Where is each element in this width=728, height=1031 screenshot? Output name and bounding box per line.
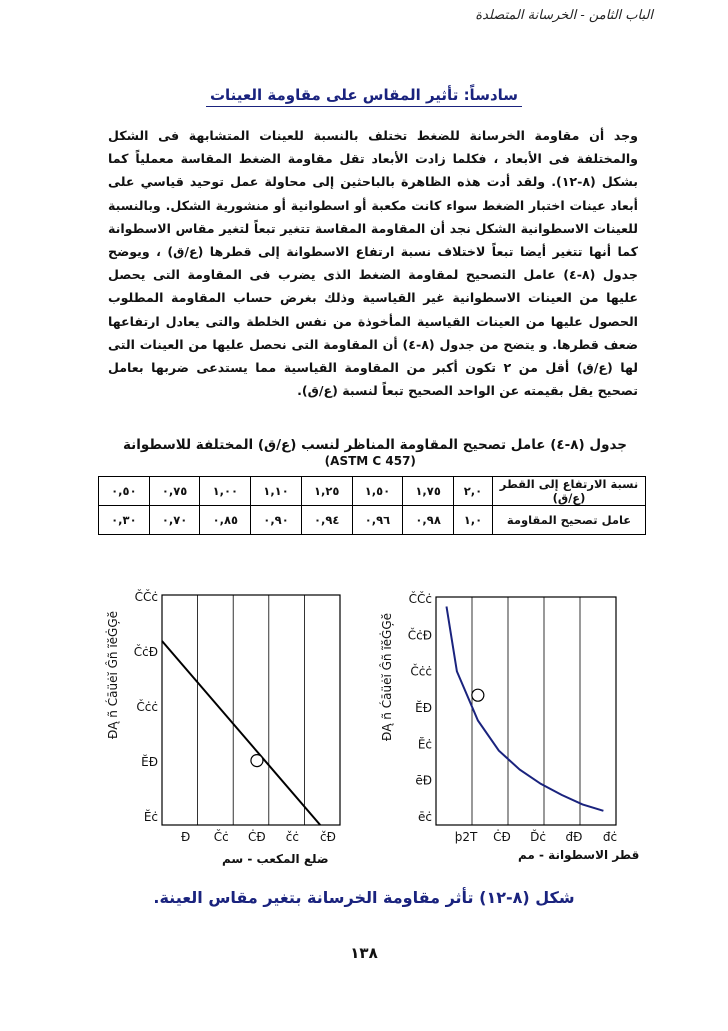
table-cell: ٠,٩٦ <box>352 506 403 535</box>
table-cell: ٠,٩٤ <box>301 506 352 535</box>
table-cell: ١,٧٥ <box>403 477 454 506</box>
right-y-tick-label: Čċċ <box>410 664 432 679</box>
section-number: سادساً: <box>463 86 519 104</box>
left-reference-marker <box>251 755 263 767</box>
left-x-tick-label: čĐ <box>320 830 336 844</box>
left-chart-xlabel: ضلع المكعب - سم <box>222 852 329 866</box>
left-y-axis-label: ĐĄ ñ Ćāüėĭ Ĝñ ĩĕĠĢĕ <box>106 610 120 740</box>
strength-size-charts <box>100 585 640 855</box>
table-caption <box>110 437 640 469</box>
figure-caption: شكل (٨-١٢) تأثر مقاومة الخرسانة بتغير مقاس العينة. <box>153 888 575 907</box>
table-cell: ٢,٠ <box>453 477 492 506</box>
left-plot-frame <box>162 595 340 825</box>
table-row-label: نسبة الارتفاع إلى القطر (ع/ق) <box>493 477 646 506</box>
left-x-tick-label: Čċ <box>213 830 229 844</box>
section-title <box>0 86 728 104</box>
table-caption-text: جدول (٨-٤) عامل تصحيح المقاومة المناظر لنسب (ع/ق) المختلفة للاسطوانة <box>122 437 627 453</box>
table-cell: ١,٢٥ <box>301 477 352 506</box>
running-head: الباب الثامن - الخرسانة المتصلدة <box>475 8 653 23</box>
table-row <box>99 477 646 506</box>
table-cell: ٠,٨٥ <box>200 506 251 535</box>
right-y-tick-label: ēĐ <box>415 773 432 788</box>
right-chart-xlabel: قطر الاسطوانة - مم <box>518 848 640 862</box>
left-y-tick-label: ČČċ <box>134 590 158 604</box>
table-cell: ١,٠٠ <box>200 477 251 506</box>
left-y-tick-label: ČċĐ <box>133 645 158 659</box>
section-title-text: تأثير المقاس على مقاومة العينات <box>209 86 459 104</box>
table-caption-ref: (ASTM C 457) <box>324 454 416 468</box>
table-cell: ١,٥٠ <box>352 477 403 506</box>
table-cell: ١,١٠ <box>251 477 302 506</box>
right-y-tick-label: ĔĐ <box>415 701 432 715</box>
right-plot-frame <box>436 597 616 825</box>
right-y-tick-label: Ĕċ <box>417 737 432 752</box>
right-y-axis-label: ĐĄ ñ Ćāüėĭ Ĝñ ĩĕĠĢĕ <box>380 612 394 742</box>
table-cell: ٠,٧٥ <box>149 477 200 506</box>
right-x-tick-label: Ďċ <box>530 830 546 844</box>
table-cell: ٠,٣٠ <box>99 506 150 535</box>
right-reference-marker <box>472 689 484 701</box>
table-cell: ٠,٩٨ <box>403 506 454 535</box>
right-y-tick-label: ēċ <box>418 810 432 824</box>
right-y-tick-label: ČČċ <box>408 592 432 606</box>
table-row-label: عامل تصحيح المقاومة <box>493 506 646 535</box>
table-cell: ١,٠ <box>453 506 492 535</box>
right-y-tick-label: ČċĐ <box>407 628 432 643</box>
body-paragraph: وجد أن مقاومة الخرسانة للضغط تختلف بالنسبة للعينات المتشابهة فى الشكل والمختلفة فى الأبعاد ، فكلما زادت الأبعاد تقل مقاومة الضغط المقاسة معملياً كما بشكل (٨-١٢). ولقد أدت هذه الظاهرة بالباحثين إلى محاولة عمل توحيد قياسي على أبعاد عينات اختبار الضغط سواء كانت مكعبة أو اسطوانية أو منشورية الشكل. وبالنسبة للعينات الاسطوانية الشكل نجد أن المقاومة المقاسة تتغير تبعاً لتغير مقاس الاسطوانة كما أنها تتغير أيضا تبعاً لاختلاف نسبة ارتفاع الاسطوانة إلى قطرها (ع/ق) ، ويوضح جدول (٨-٤) عامل التصحيح لمقاومة الضغط الذى يضرب فى المقاومة التى يحصل عليها من العينات الاسطوانية غير القياسية وذلك بغرض حساب المقاومة المطلوب الحصول عليها من العينات القياسية المأخوذة من نفس الخلطة والتى يعادل ارتفاعها ضعف قطرها. و يتضح من جدول (٨-٤) أن المقاومة التى نحصل عليها من العينات التى لها (ع/ق) أقل من ٢ تكون أكبر من المقاومة القياسية مما يستدعى ضربها بعامل تصحيح يقل بقيمته عن الواحد الصحيح تبعاً لنسبة (ع/ق). <box>108 128 639 399</box>
correction-factor-table <box>98 476 646 535</box>
table-cell: ٠,٥٠ <box>99 477 150 506</box>
left-x-tick-label: Đ <box>180 830 191 844</box>
left-x-tick-label: čċ <box>285 830 300 844</box>
left-y-tick-label: ĔĐ <box>141 755 158 769</box>
right-x-tick-label: þ2T <box>454 830 478 844</box>
table-cell: ٠,٧٠ <box>149 506 200 535</box>
left-y-tick-label: Čċċ <box>136 700 158 714</box>
right-x-tick-label: ĊĐ <box>493 830 511 844</box>
left-series-line <box>162 641 320 825</box>
left-y-tick-label: Ĕċ <box>143 810 158 824</box>
left-x-tick-label: ĊĐ <box>247 830 266 844</box>
page-number: ١٣٨ <box>350 944 378 962</box>
right-x-tick-label: đĐ <box>565 830 583 844</box>
right-x-tick-label: đċ <box>602 830 618 844</box>
table-row <box>99 506 646 535</box>
table-cell: ٠,٩٠ <box>251 506 302 535</box>
